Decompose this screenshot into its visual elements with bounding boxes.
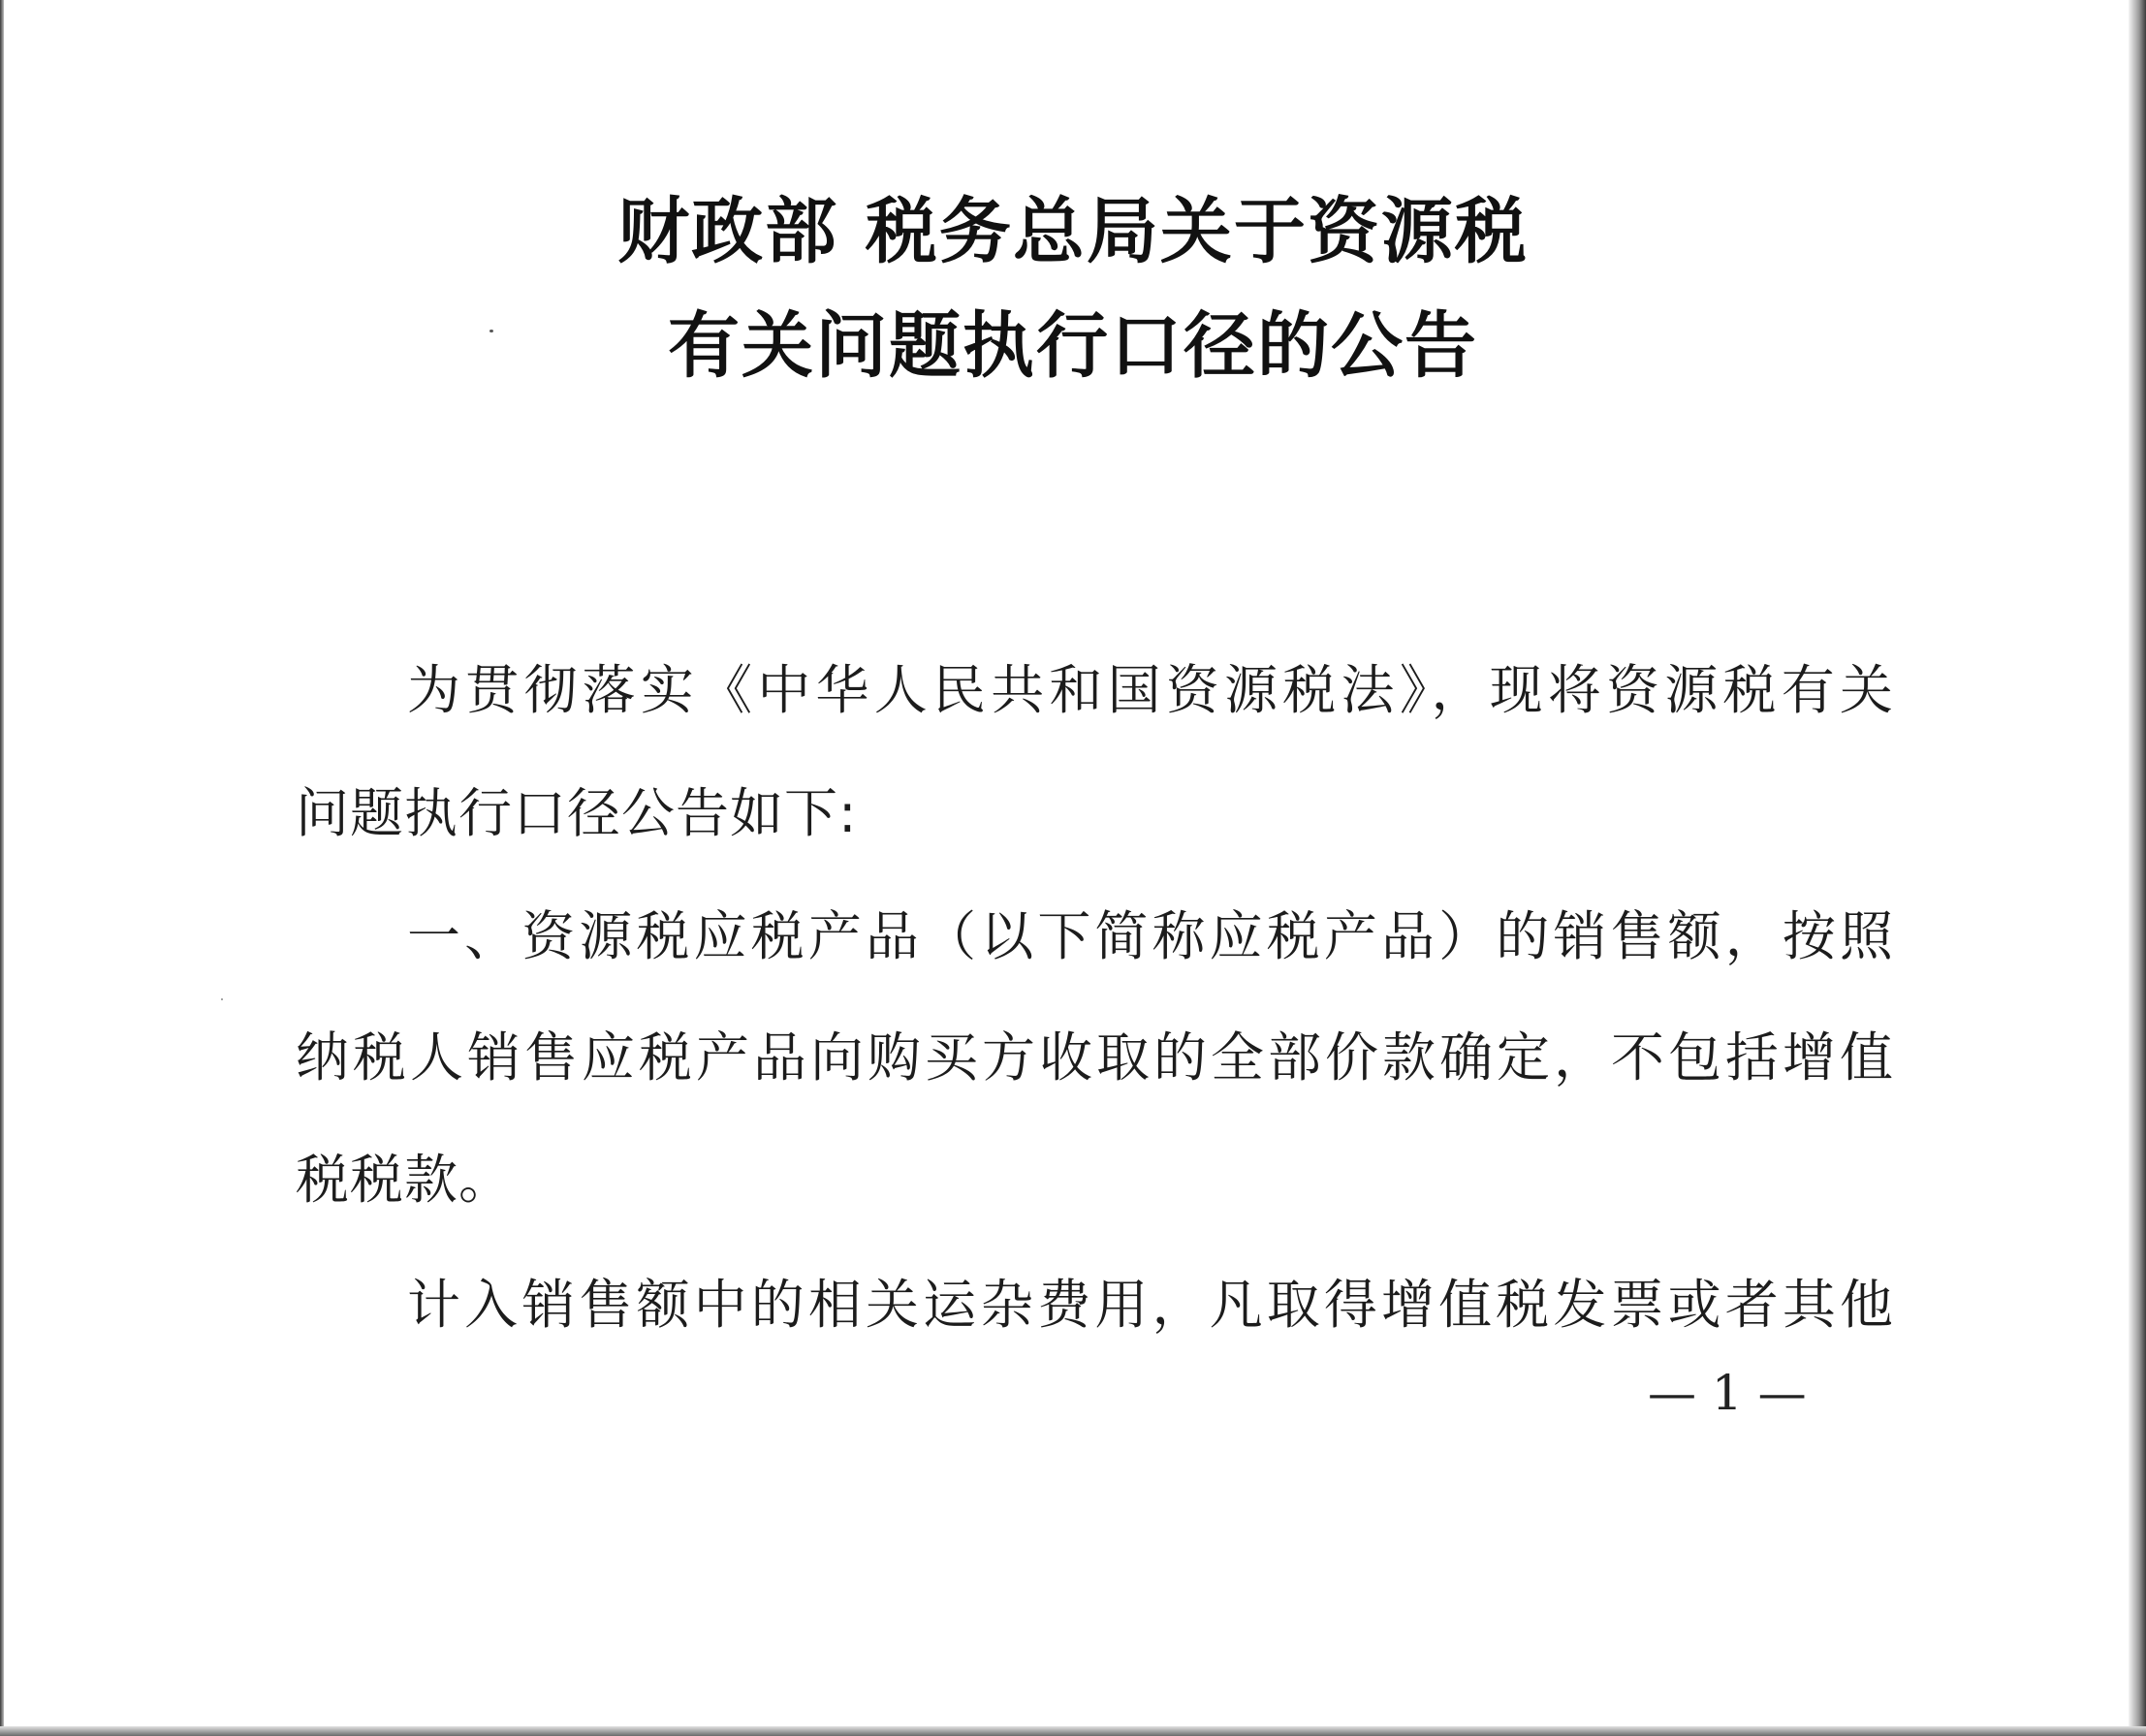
page-number: — 1 — (1648, 1365, 1807, 1421)
scan-speck (221, 998, 223, 1000)
document-title-line-2: 有关问题执行口径的公告 (668, 304, 1478, 388)
document-title-line-1: 财政部 税务总局关于资源税 (617, 190, 1529, 273)
body-line-3: 一、资源税应税产品（以下简称应税产品）的销售额，按照 (407, 905, 1893, 967)
body-line-1: 为贯彻落实《中华人民共和国资源税法》，现将资源税有关 (407, 659, 1893, 721)
body-line-5: 税税款。 (296, 1149, 514, 1211)
body-line-6: 计入销售额中的相关运杂费用，凡取得增值税发票或者其他 (407, 1274, 1893, 1336)
scan-edge-bottom (0, 1726, 2146, 1736)
body-line-2: 问题执行口径公告如下: (296, 782, 858, 844)
body-line-4: 纳税人销售应税产品向购买方收取的全部价款确定，不包括增值 (296, 1026, 1893, 1089)
